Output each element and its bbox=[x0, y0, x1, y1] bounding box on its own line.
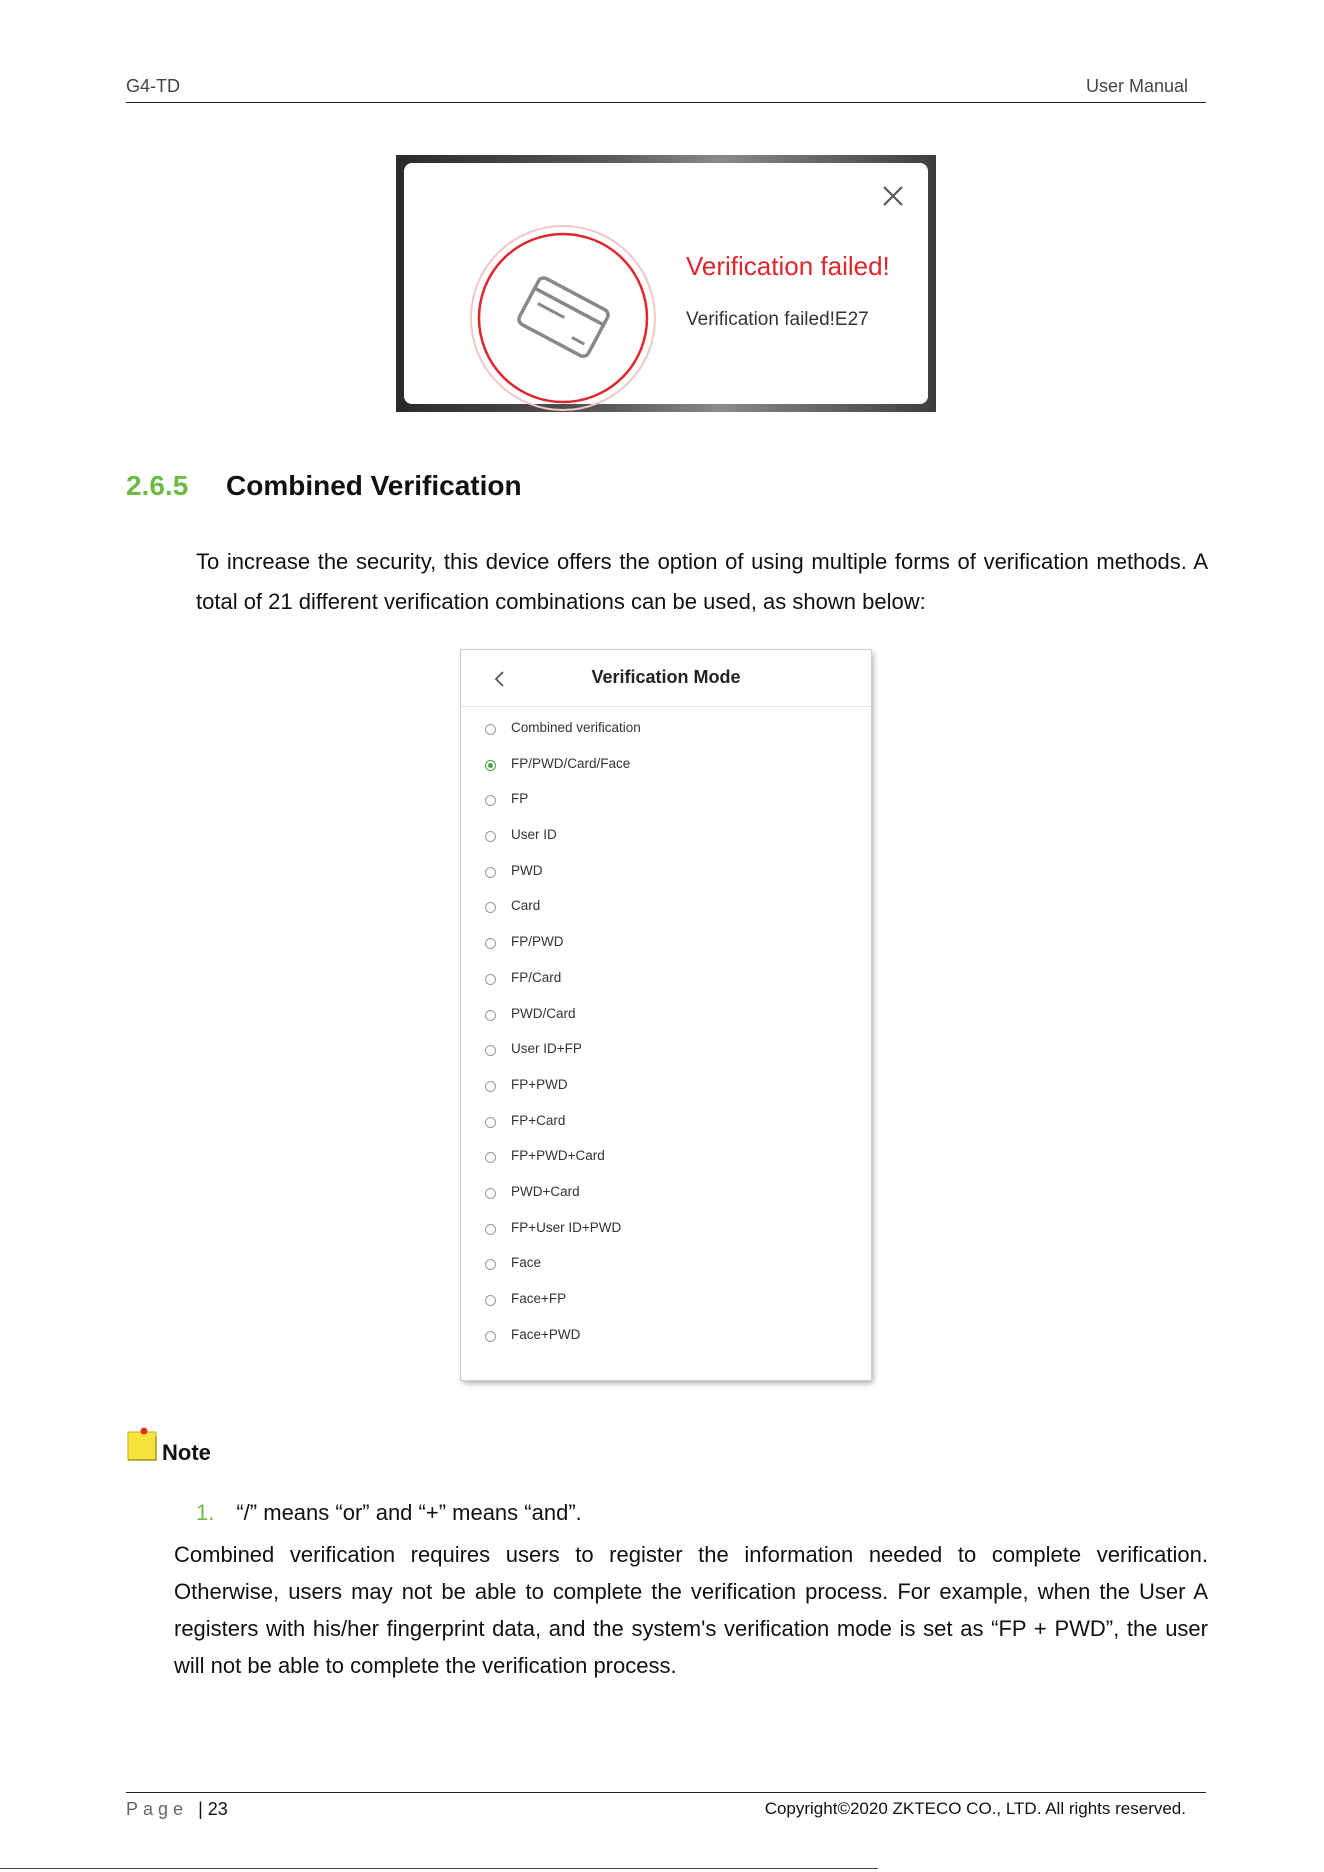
verification-mode-screenshot bbox=[461, 650, 871, 1380]
option-label: FP+User ID+PWD bbox=[511, 1219, 622, 1235]
verification-option[interactable] bbox=[485, 1075, 871, 1111]
radio-button[interactable] bbox=[485, 831, 496, 842]
verification-option[interactable] bbox=[485, 1146, 871, 1182]
list-text: “/” means “or” and “+” means “and”. bbox=[236, 1500, 582, 1525]
radio-button[interactable] bbox=[485, 1188, 496, 1199]
option-label: User ID bbox=[511, 827, 557, 843]
option-label: FP+PWD+Card bbox=[511, 1148, 605, 1164]
verification-option[interactable] bbox=[485, 1182, 871, 1218]
verification-option[interactable] bbox=[485, 1218, 871, 1254]
option-label: PWD bbox=[511, 862, 543, 878]
radio-button[interactable] bbox=[485, 974, 496, 985]
screen-title: Verification Mode bbox=[591, 667, 741, 687]
option-label: FP+PWD bbox=[511, 1076, 568, 1092]
radio-button[interactable] bbox=[485, 760, 496, 771]
option-label: PWD/Card bbox=[511, 1005, 576, 1021]
verification-option[interactable] bbox=[485, 1289, 871, 1325]
note-list-item bbox=[196, 1500, 582, 1526]
radio-button[interactable] bbox=[485, 1117, 496, 1128]
verification-failed-dialog bbox=[404, 163, 928, 404]
radio-button[interactable] bbox=[485, 1331, 496, 1342]
page-number: | 23 bbox=[198, 1799, 228, 1819]
option-label: FP bbox=[511, 791, 529, 807]
verification-option[interactable] bbox=[485, 789, 871, 825]
radio-button[interactable] bbox=[485, 1224, 496, 1235]
radio-button[interactable] bbox=[485, 1152, 496, 1163]
option-label: PWD+Card bbox=[511, 1183, 580, 1199]
verification-failed-screenshot bbox=[396, 155, 936, 412]
title-bar bbox=[461, 650, 871, 707]
bottom-divider bbox=[0, 1868, 878, 1869]
option-label: FP/PWD/Card/Face bbox=[511, 755, 631, 771]
verification-option[interactable] bbox=[485, 1325, 871, 1361]
verification-option[interactable] bbox=[485, 718, 871, 754]
copyright: Copyright©2020 ZKTECO CO., LTD. All rights reserved. bbox=[764, 1799, 1186, 1818]
card-failed-icon bbox=[468, 223, 658, 413]
page-indicator bbox=[126, 1799, 228, 1820]
option-label: Card bbox=[511, 898, 541, 914]
verification-option[interactable] bbox=[485, 1111, 871, 1147]
radio-button[interactable] bbox=[485, 724, 496, 735]
verification-option[interactable] bbox=[485, 1004, 871, 1040]
radio-button[interactable] bbox=[485, 902, 496, 913]
option-label: Face+FP bbox=[511, 1291, 567, 1306]
verification-option[interactable] bbox=[485, 896, 871, 932]
option-label: FP/PWD bbox=[511, 934, 564, 950]
verification-option[interactable] bbox=[485, 1039, 871, 1075]
list-number: 1. bbox=[196, 1500, 215, 1525]
page-word: Page bbox=[126, 1799, 189, 1819]
verification-option[interactable] bbox=[485, 825, 871, 861]
section-heading bbox=[126, 470, 522, 502]
page-header bbox=[126, 76, 1206, 103]
option-label: Face bbox=[511, 1255, 542, 1271]
verification-option[interactable] bbox=[485, 932, 871, 968]
option-label: FP+Card bbox=[511, 1112, 566, 1128]
radio-button[interactable] bbox=[485, 1010, 496, 1021]
option-label: FP/Card bbox=[511, 969, 562, 985]
section-title: Combined Verification bbox=[226, 470, 522, 501]
dialog-title: Verification failed! bbox=[686, 251, 890, 281]
verification-option[interactable] bbox=[485, 968, 871, 1004]
radio-button[interactable] bbox=[485, 1045, 496, 1056]
radio-button[interactable] bbox=[485, 1295, 496, 1306]
radio-button[interactable] bbox=[485, 938, 496, 949]
radio-button[interactable] bbox=[485, 1081, 496, 1092]
note-paragraph: Combined verification requires users to register the information needed to complete verification. Otherwise, users may not be able to complete the verification process. For example, when the User A registers with his/her fingerprint data, and the system's verification mode is set as “FP + PWD”, the user will not be able to complete the verification process. bbox=[174, 1542, 1208, 1678]
close-icon[interactable] bbox=[880, 183, 906, 209]
radio-button[interactable] bbox=[485, 1259, 496, 1270]
header-doc-type: User Manual bbox=[1085, 76, 1188, 96]
verification-mode-list bbox=[485, 718, 871, 1360]
verification-option[interactable] bbox=[485, 1253, 871, 1289]
sticky-note-icon bbox=[126, 1426, 160, 1462]
verification-option[interactable] bbox=[485, 861, 871, 897]
section-number: 2.6.5 bbox=[126, 470, 189, 501]
radio-button[interactable] bbox=[485, 867, 496, 878]
option-label: Face+PWD bbox=[511, 1326, 581, 1342]
note-label: Note bbox=[162, 1440, 211, 1465]
header-model: G4-TD bbox=[126, 76, 180, 96]
option-label: User ID+FP bbox=[511, 1041, 582, 1057]
option-label: Combined verification bbox=[511, 720, 641, 735]
intro-paragraph: To increase the security, this device offers the option of using multiple forms of verification methods. A total of 21 different verification combinations can be used, as shown below: bbox=[196, 549, 1208, 614]
verification-option[interactable] bbox=[485, 754, 871, 790]
dialog-message: Verification failed!E27 bbox=[686, 309, 869, 330]
page-footer bbox=[126, 1792, 1206, 1819]
radio-button[interactable] bbox=[485, 795, 496, 806]
